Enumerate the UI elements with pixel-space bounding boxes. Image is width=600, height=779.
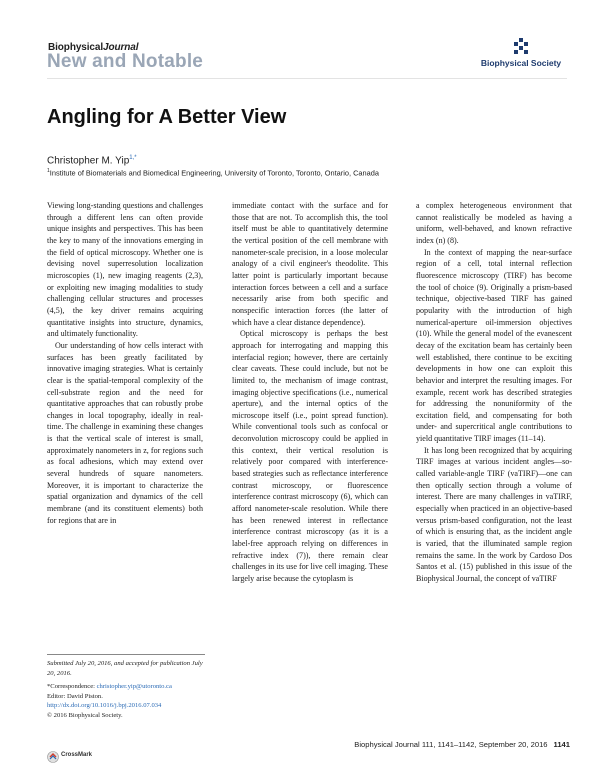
notes-divider bbox=[47, 654, 205, 655]
doi-link[interactable]: http://dx.doi.org/10.1016/j.bpj.2016.07.034 bbox=[47, 702, 162, 710]
submission-note: Submitted July 20, 2016, and accepted for publication July 20, 2016. bbox=[47, 660, 203, 677]
paragraph: It has long been recognized that by acquiring TIRF images at various incident angles—so-called variable-angle TIRF (vaTIRF)—one can then optically section through a volume of interest. There are many challenges in vaTIRF, especially when practiced in an objective-based versus prism-based configuration, not the least of which is ensuring that, as the incident angle is varied, that the illuminated sample region remains the same. In the work by Cardoso Dos Santos et al. (15) published in this issue of the Biophysical Journal, the concept of vaTIRF bbox=[416, 445, 572, 583]
paragraph: Viewing long-standing questions and challenges through a different lens can often provide unique insights and perspectives. This has been the key to many of the innovations emerging in the field of optical microscopy. Whether one is devising novel superresolution localization microscopies (1), new imaging reagents (2,3), or exploiting new imaging modalities to study challenging cellular structures and processes (4,5), the key driver remains acquiring quantitative insights into structure, dynamics, and ultimately functionality. bbox=[47, 201, 203, 339]
header-divider bbox=[47, 78, 567, 79]
affiliation-mark: 1 bbox=[47, 168, 50, 174]
author-name: Christopher M. Yip bbox=[47, 155, 130, 167]
body-column-2 bbox=[232, 200, 388, 585]
copyright: © 2016 Biophysical Society. bbox=[47, 711, 123, 719]
author-marks[interactable]: 1,* bbox=[129, 155, 137, 161]
article-title: Angling for A Better View bbox=[47, 106, 287, 128]
paragraph: immediate contact with the surface and for those that are not. To accomplish this, the tool itself must be able to quantitatively determine the vertical position of the cell membrane with nanometer-scale precision, in a loose molecular analogy of a civil engineer's theodolite. This latter point is particularly important because interaction forces between a cell and a surface necessarily arise from both specific and nonspecific interaction forces (the latter of which have a clear distance dependence). bbox=[232, 201, 388, 327]
section-label: New and Notable bbox=[47, 51, 204, 72]
paragraph: a complex heterogeneous environment that cannot realistically be modeled as having a uniform, well-behaved, and known refractive index (n) (8). bbox=[416, 201, 572, 245]
footer-citation: Biophysical Journal 111, 1141–1142, September 20, 2016 bbox=[354, 740, 548, 749]
paragraph: In the context of mapping the near-surface region of a cell, total internal reflection fluorescence microscopy (TIRF) has become the tool of choice (9). Originally a prism-based technique, objective-based TIRF has gained popularity with the introduction of high numerical-aperture oil-immersion objectives (10). While the general model of the evanescent decay of the excitation beam has certainly been well established, there continue to be exciting developments in how one can exploit this behavior and interpret the resulting images. For example, recent work has described strategies for addressing the nonuniformity of the excitation field, and compensating for both under- and supercritical angle contributions to yield quantitative TIRF images (11–14). bbox=[416, 247, 572, 444]
body-column-1 bbox=[47, 200, 203, 526]
page-number: 1141 bbox=[553, 740, 570, 749]
author-line bbox=[47, 155, 137, 166]
editor-note: Editor: David Piston. bbox=[47, 692, 103, 700]
paragraph: Optical microscopy is perhaps the best approach for interrogating and mapping this interfacial region; however, there are certainly clear caveats. These could include, but not be limited to, the mechanism of image contrast, imaging objective specifications (i.e., numerical aperture), and the internal optics of the microscope itself (i.e., point spread function). While conventional tools such as confocal or deconvolution microscopy could be applied in this context, their vertical resolution is relatively poor compared with interference-based strategies such as reflectance interference contrast microscopy, or fluorescence interference contrast microscopy (6), which can afford nanometer-scale resolution. While there has been renewed interest in reflectance interference contrast microscopy (as it is a label-free approach relying on differences in refractive index (7)), there remain clear challenges in its use for live cell imaging. These largely arise because the cytoplasm is bbox=[232, 329, 388, 583]
journal-suffix: Journal bbox=[103, 42, 139, 53]
correspondence-label: *Correspondence: bbox=[47, 683, 97, 691]
correspondence-note bbox=[47, 682, 207, 692]
biophysical-society-logo-icon bbox=[470, 32, 570, 78]
affiliation: Institute of Biomaterials and Biomedical Engineering, University of Toronto, Toronto, Ontario, Canada bbox=[49, 168, 379, 178]
society-name: Biophysical Society bbox=[480, 58, 562, 68]
journal-prefix: Biophysical bbox=[48, 42, 104, 53]
affiliation-line bbox=[47, 168, 379, 177]
article-notes bbox=[47, 654, 207, 721]
email-link[interactable]: christopher.yip@utoronto.ca bbox=[96, 683, 172, 691]
body-column-3 bbox=[416, 200, 572, 585]
page-footer bbox=[300, 740, 570, 749]
crossmark-label: CrossMark bbox=[61, 752, 93, 758]
paragraph: Our understanding of how cells interact with surfaces has been greatly facilitated by innovative imaging strategies. What is certainly clear is the spatial-temporal complexity of the cell-substrate region and the need for quantitative approaches that can robustly probe changes in local topography, ideally in real-time. The challenge in examining these changes is that the vertical scale of interest is small, approximately nanometers in z, for regions such as focal adhesions, which may extend over several hundreds of square nanometers. Moreover, it is important to characterize the spatial organization and dynamics of the cell membrane (and its constituent elements) both for regions that are in bbox=[47, 340, 203, 525]
